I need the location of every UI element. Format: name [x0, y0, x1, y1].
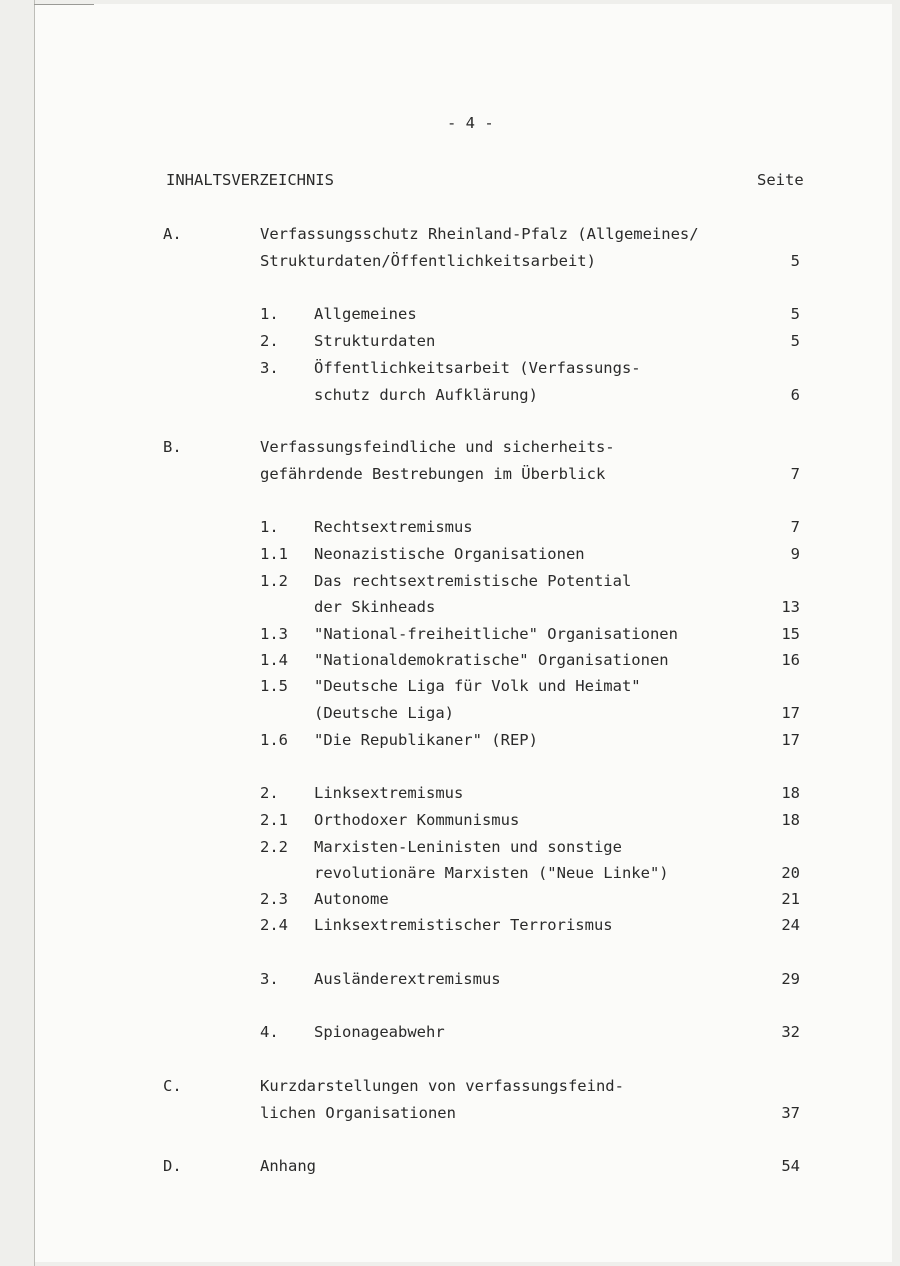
entry-title: "Die Republikaner" (REP)	[314, 731, 538, 749]
entry-title: schutz durch Aufklärung)	[314, 386, 538, 404]
entry-title: Linksextremismus	[314, 784, 464, 802]
toc-heading: INHALTSVERZEICHNIS	[166, 171, 334, 189]
entry-title: Kurzdarstellungen von verfassungsfeind-	[260, 1077, 624, 1095]
entry-page: 9	[790, 545, 800, 563]
entry-title: Autonome	[314, 890, 389, 908]
entry-title: der Skinheads	[314, 598, 436, 616]
entry-title: "Deutsche Liga für Volk und Heimat"	[314, 677, 641, 695]
entry-number: C.	[163, 1077, 182, 1095]
entry-number: 4.	[260, 1023, 279, 1041]
entry-page: 5	[790, 252, 800, 270]
entry-title: Spionageabwehr	[314, 1023, 445, 1041]
entry-title: Ausländerextremismus	[314, 970, 501, 988]
entry-page: 6	[790, 386, 800, 404]
entry-page: 29	[781, 970, 800, 988]
entry-page: 17	[781, 731, 800, 749]
entry-title: Verfassungsschutz Rheinland-Pfalz (Allgemeines/	[260, 225, 699, 243]
entry-title: Verfassungsfeindliche und sicherheits-	[260, 438, 615, 456]
entry-number: 1.5	[260, 677, 288, 695]
entry-page: 54	[781, 1157, 800, 1175]
entry-number: A.	[163, 225, 182, 243]
entry-title: Rechtsextremismus	[314, 518, 473, 536]
entry-title: Orthodoxer Kommunismus	[314, 811, 520, 829]
entry-number: 1.	[260, 518, 279, 536]
entry-number: 1.2	[260, 572, 288, 590]
entry-title: revolutionäre Marxisten ("Neue Linke")	[314, 864, 669, 882]
entry-page: 15	[781, 625, 800, 643]
entry-page: 24	[781, 916, 800, 934]
entry-number: 1.4	[260, 651, 288, 669]
entry-title: Strukturdaten	[314, 332, 436, 350]
page-number: - 4 -	[447, 114, 494, 132]
entry-page: 7	[790, 465, 800, 483]
entry-number: 3.	[260, 970, 279, 988]
entry-number: 2.	[260, 784, 279, 802]
entry-page: 18	[781, 784, 800, 802]
entry-page: 7	[790, 518, 800, 536]
entry-number: 3.	[260, 359, 279, 377]
entry-title: Marxisten-Leninisten und sonstige	[314, 838, 622, 856]
entry-number: 2.	[260, 332, 279, 350]
entry-title: Das rechtsextremistische Potential	[314, 572, 632, 590]
entry-page: 5	[790, 332, 800, 350]
entry-title: Öffentlichkeitsarbeit (Verfassungs-	[314, 359, 641, 377]
entry-page: 20	[781, 864, 800, 882]
entry-number: 2.2	[260, 838, 288, 856]
entry-title: (Deutsche Liga)	[314, 704, 454, 722]
entry-number: 1.1	[260, 545, 288, 563]
entry-number: 1.3	[260, 625, 288, 643]
entry-title: "Nationaldemokratische" Organisationen	[314, 651, 669, 669]
entry-number: 2.3	[260, 890, 288, 908]
entry-page: 18	[781, 811, 800, 829]
entry-number: 2.4	[260, 916, 288, 934]
entry-page: 21	[781, 890, 800, 908]
entry-title: "National-freiheitliche" Organisationen	[314, 625, 678, 643]
entry-title: Strukturdaten/Öffentlichkeitsarbeit)	[260, 252, 596, 270]
entry-title: Allgemeines	[314, 305, 417, 323]
entry-page: 13	[781, 598, 800, 616]
page-edge	[34, 0, 35, 1266]
entry-number: 1.	[260, 305, 279, 323]
entry-number: 2.1	[260, 811, 288, 829]
entry-number: D.	[163, 1157, 182, 1175]
entry-number: 1.6	[260, 731, 288, 749]
entry-title: Anhang	[260, 1157, 316, 1175]
entry-title: Neonazistische Organisationen	[314, 545, 585, 563]
page-edge-top	[34, 4, 94, 5]
entry-page: 37	[781, 1104, 800, 1122]
entry-page: 16	[781, 651, 800, 669]
entry-title: lichen Organisationen	[260, 1104, 456, 1122]
seite-label: Seite	[757, 171, 804, 189]
entry-page: 5	[790, 305, 800, 323]
entry-page: 32	[781, 1023, 800, 1041]
entry-title: gefährdende Bestrebungen im Überblick	[260, 465, 606, 483]
entry-title: Linksextremistischer Terrorismus	[314, 916, 613, 934]
entry-page: 17	[781, 704, 800, 722]
entry-number: B.	[163, 438, 182, 456]
